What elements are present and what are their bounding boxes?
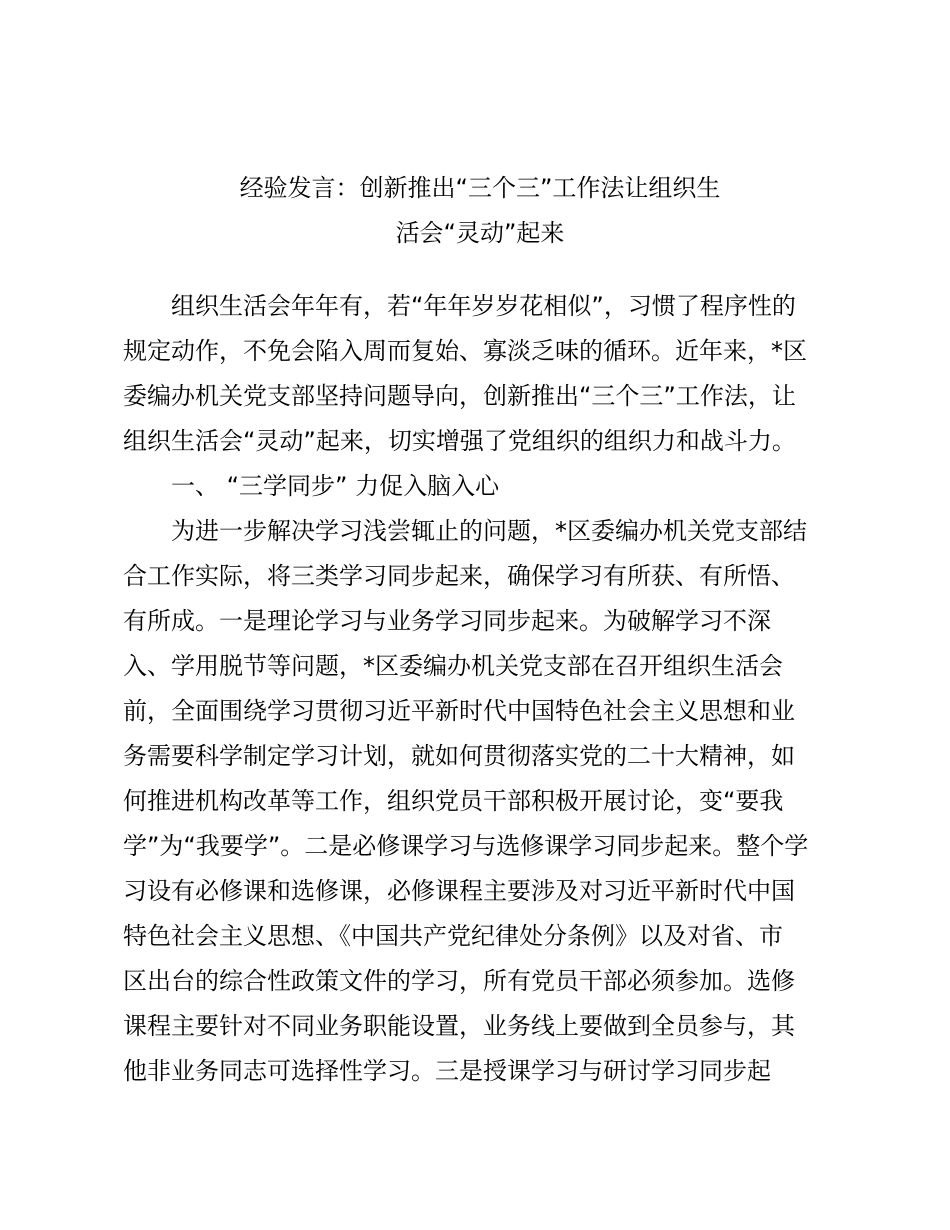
text-line: 入、学用脱节等问题，*区委编办机关党支部在召开组织生活会 bbox=[123, 652, 783, 680]
text-line: 为进一步解决学习浅尝辄止的问题，*区委编办机关党支部结 bbox=[171, 517, 807, 545]
text-line: 前，全面围绕学习贯彻习近平新时代中国特色社会主义思想和业 bbox=[123, 697, 795, 725]
text-line: 有所成。一是理论学习与业务学习同步起来。为破解学习不深 bbox=[123, 607, 771, 635]
paragraph bbox=[123, 509, 838, 1094]
text-line: 他非业务同志可选择性学习。三是授课学习与研讨学习同步起 bbox=[123, 1057, 771, 1085]
text-line: 何推进机构改革等工作，组织党员干部积极开展讨论，变“要我 bbox=[123, 787, 784, 815]
text-line: 习设有必修课和选修课，必修课程主要涉及对习近平新时代中国 bbox=[123, 877, 795, 905]
text-line: 区出台的综合性政策文件的学习，所有党员干部必须参加。选修 bbox=[123, 967, 795, 995]
text-line: 组织生活会“灵动”起来，切实增强了党组织的组织力和战斗力。 bbox=[123, 427, 796, 455]
text-line: 特色社会主义思想、《中国共产党纪律处分条例》以及对省、市 bbox=[123, 922, 783, 950]
document-body bbox=[123, 284, 838, 1094]
title-line: 经验发言：创新推出“三个三”工作法让组织生 bbox=[239, 174, 721, 202]
document-title bbox=[120, 166, 840, 256]
section-heading: 一、 “三学同步” 力促入脑入心 bbox=[171, 472, 500, 500]
paragraph bbox=[123, 284, 838, 464]
text-line: 组织生活会年年有，若“年年岁岁花相似”，习惯了程序性的 bbox=[171, 292, 796, 320]
text-line: 规定动作，不免会陷入周而复始、寡淡乏味的循环。近年来，*区 bbox=[123, 337, 807, 365]
text-line: 委编办机关党支部坚持问题导向，创新推出“三个三”工作法，让 bbox=[123, 382, 796, 410]
text-line: 课程主要针对不同业务职能设置，业务线上要做到全员参与，其 bbox=[123, 1012, 795, 1040]
text-line: 合工作实际，将三类学习同步起来，确保学习有所获、有所悟、 bbox=[123, 562, 795, 590]
title-line: 活会“灵动”起来 bbox=[395, 219, 565, 247]
text-line: 学”为“我要学”。二是必修课学习与选修课学习同步起来。整个学 bbox=[123, 832, 809, 860]
text-line: 务需要科学制定学习计划，就如何贯彻落实党的二十大精神，如 bbox=[123, 742, 795, 770]
